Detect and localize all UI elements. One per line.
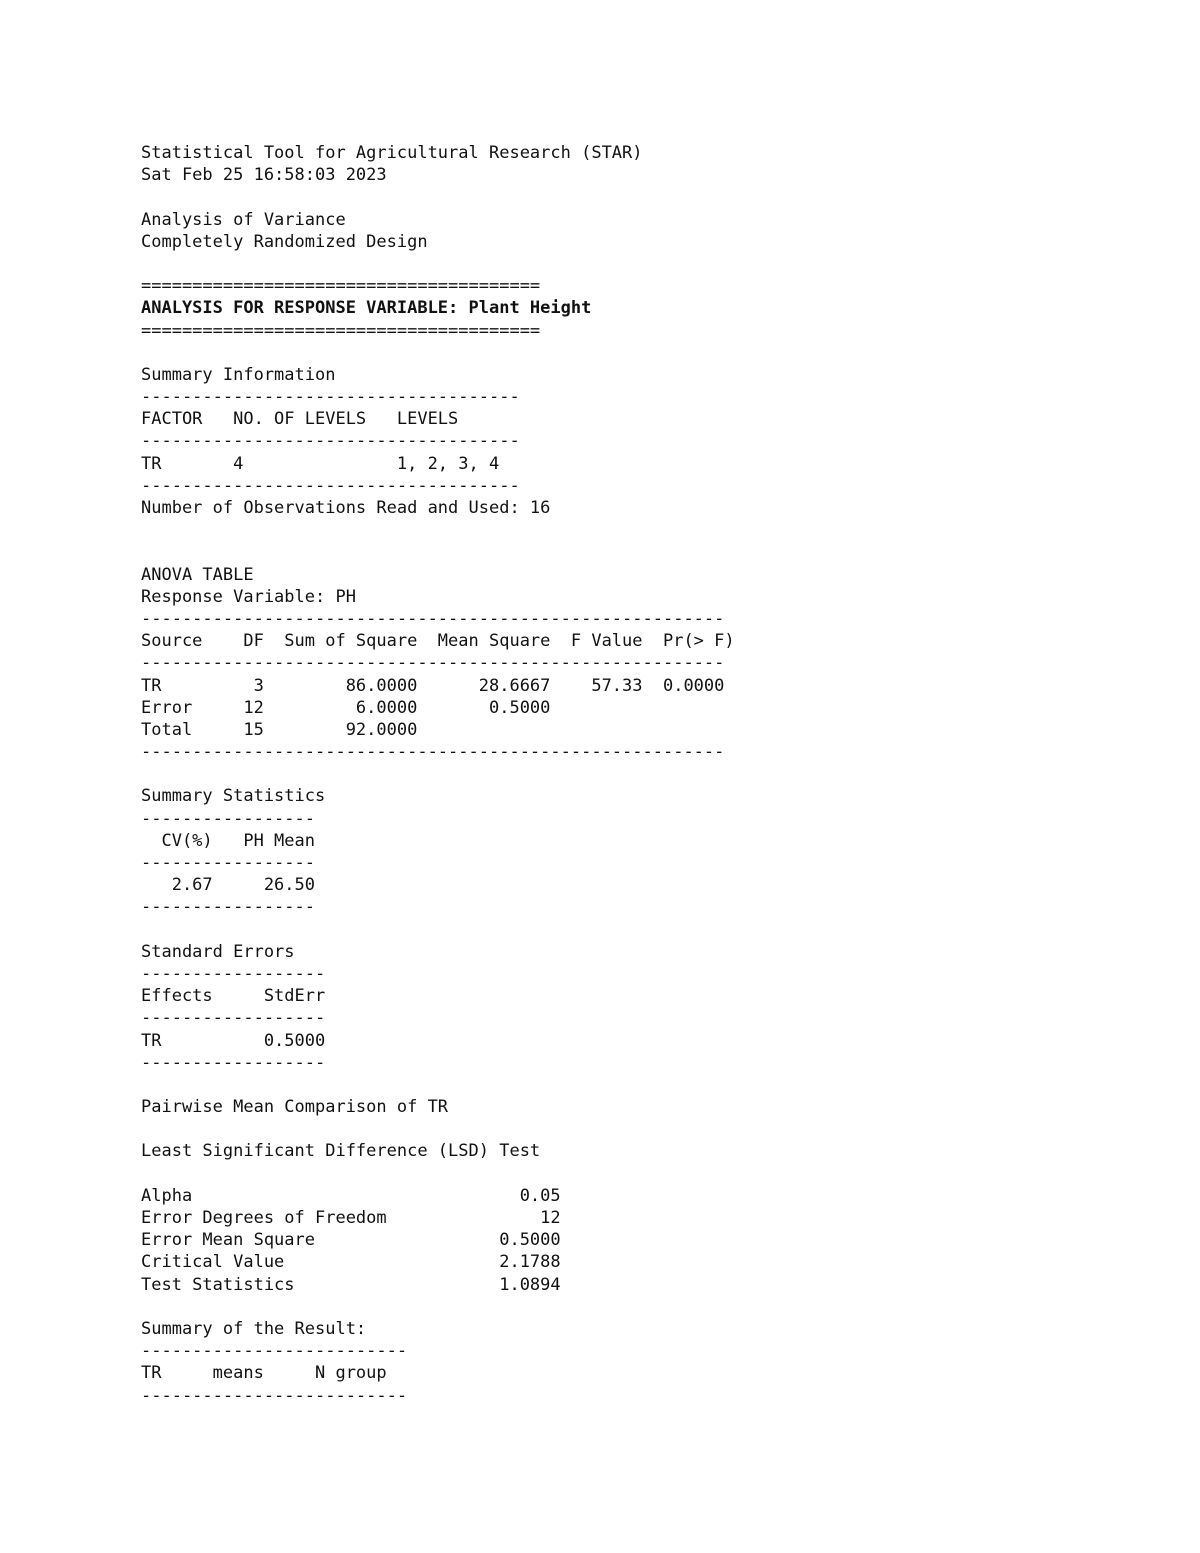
blank-line	[141, 1074, 1141, 1096]
output-line: ---------------------------------------------------------	[141, 608, 725, 629]
output-line: TR means N group	[141, 1363, 387, 1384]
blank-line	[141, 186, 1141, 208]
output-line: ---------------------------------------------------------	[141, 742, 725, 763]
output-line: ------------------	[141, 963, 326, 984]
output-line: Error Degrees of Freedom 12	[141, 1208, 561, 1228]
output-line: Total 15 92.0000	[141, 719, 418, 740]
blank-line	[141, 1296, 1141, 1318]
output-line: FACTOR NO. OF LEVELS LEVELS	[141, 409, 459, 430]
output-line: Summary of the Result:	[141, 1318, 367, 1339]
output-line: --------------------------	[141, 1341, 408, 1362]
output-line: Statistical Tool for Agricultural Research (STAR)	[141, 143, 643, 163]
output-line: Error Mean Square 0.5000	[141, 1230, 561, 1251]
blank-line	[141, 342, 1141, 364]
output-line: =======================================	[141, 276, 541, 297]
star-output-document	[141, 142, 1141, 1407]
output-line: Effects StdErr	[141, 986, 326, 1007]
output-line: Number of Observations Read and Used: 16	[141, 498, 551, 518]
output-line: Critical Value 2.1788	[141, 1252, 561, 1273]
output-line: ANALYSIS FOR RESPONSE VARIABLE: Plant Height	[141, 298, 592, 319]
output-line: Response Variable: PH	[141, 586, 356, 607]
output-line: =======================================	[141, 320, 541, 341]
blank-line	[141, 253, 1141, 275]
output-line: TR 0.5000	[141, 1030, 326, 1051]
output-line: --------------------------	[141, 1385, 408, 1406]
output-line: -----------------	[141, 897, 315, 918]
output-line: TR 3 86.0000 28.6667 57.33 0.0000	[141, 675, 725, 696]
output-line: 2.67 26.50	[141, 875, 315, 896]
blank-line	[141, 541, 1141, 563]
output-line: Completely Randomized Design	[141, 231, 428, 252]
output-line: -----------------	[141, 808, 315, 829]
output-line: Error 12 6.0000 0.5000	[141, 697, 551, 718]
blank-line	[141, 519, 1141, 541]
output-line: -------------------------------------	[141, 475, 520, 496]
output-line: Standard Errors	[141, 941, 295, 962]
output-line: Summary Statistics	[141, 786, 326, 807]
blank-line	[141, 919, 1141, 941]
output-line: ANOVA TABLE	[141, 564, 254, 585]
output-line: Sat Feb 25 16:58:03 2023	[141, 165, 387, 186]
blank-line	[141, 763, 1141, 785]
output-line: -------------------------------------	[141, 431, 520, 452]
output-line: Pairwise Mean Comparison of TR	[141, 1097, 449, 1118]
output-line: ------------------	[141, 1008, 326, 1029]
output-line: Source DF Sum of Square Mean Square F Value Pr(> F)	[141, 631, 735, 652]
output-line: Least Significant Difference (LSD) Test	[141, 1141, 541, 1162]
output-line: ---------------------------------------------------------	[141, 653, 725, 674]
output-line: ------------------	[141, 1052, 326, 1073]
output-line: -------------------------------------	[141, 387, 520, 408]
output-line: Test Statistics 1.0894	[141, 1274, 561, 1295]
output-line: Analysis of Variance	[141, 209, 346, 230]
blank-line	[141, 1118, 1141, 1140]
output-line: CV(%) PH Mean	[141, 830, 315, 851]
blank-line	[141, 1163, 1141, 1185]
output-line: Summary Information	[141, 364, 336, 385]
output-line: TR 4 1, 2, 3, 4	[141, 453, 500, 474]
output-line: Alpha 0.05	[141, 1185, 561, 1206]
output-line: -----------------	[141, 853, 315, 873]
